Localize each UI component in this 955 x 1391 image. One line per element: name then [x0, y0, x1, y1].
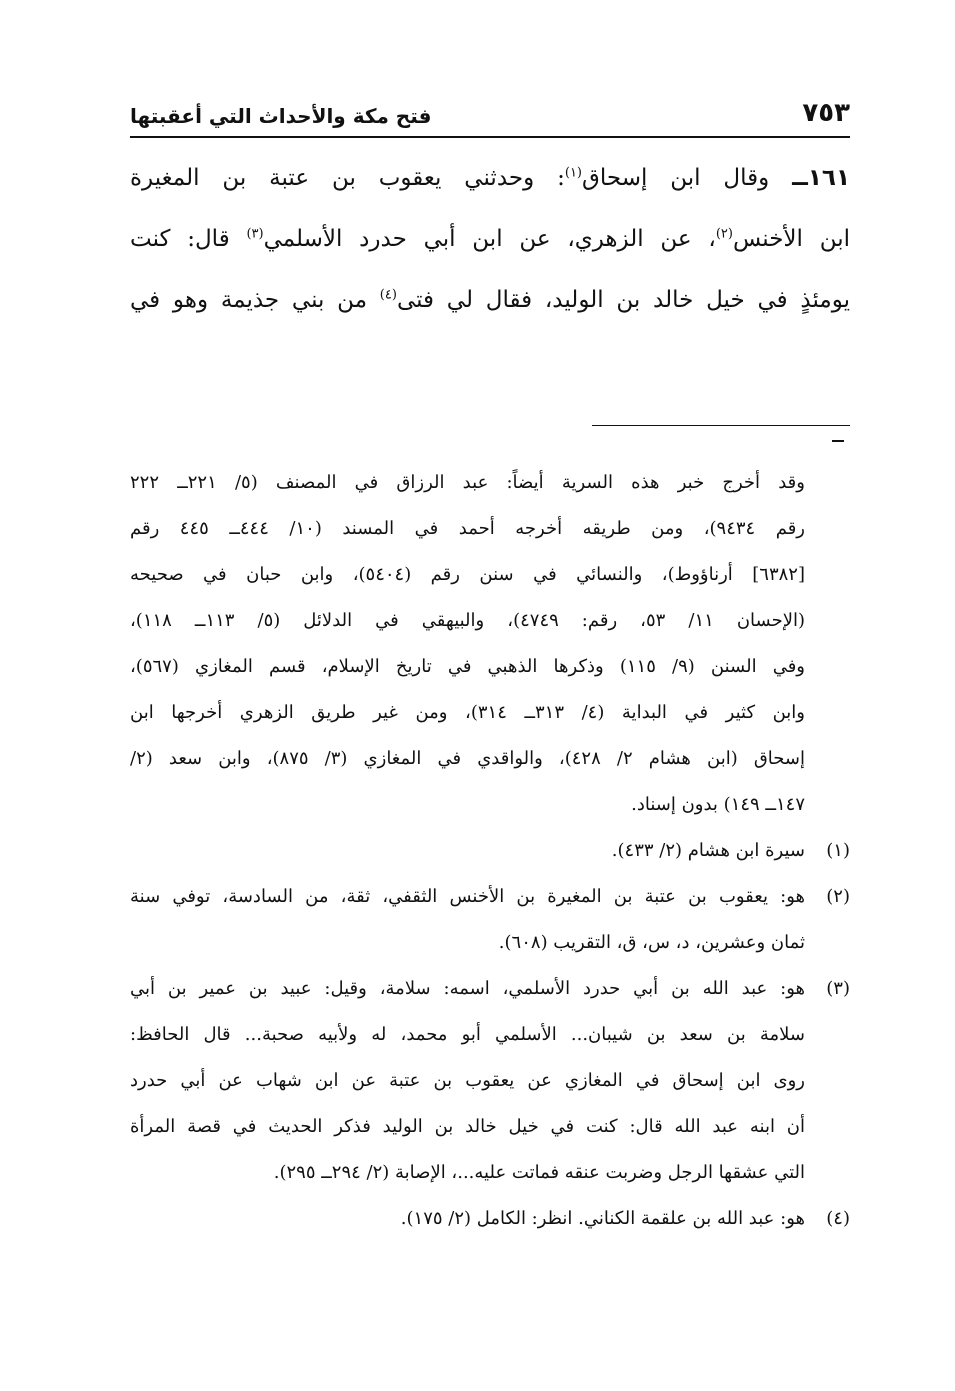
footnote-line: ثمان وعشرين، د، س، ق، التقريب (٦٠٨). [498, 932, 805, 953]
footnote-line: التي عشقها الرجل وضربت عنقه فماتت عليه...، الإصابة (٢/ ٢٩٤ــ ٢٩٥). [273, 1162, 805, 1183]
main-text-fragment: ابن الأخنس [732, 226, 850, 252]
footnote-continuation-mark [832, 440, 844, 442]
footnote-line: هو: عبد الله بن علقمة الكناني. انظر: الكامل (٢/ ١٧٥). [400, 1208, 805, 1229]
footnote-3 [130, 966, 850, 1196]
main-text-fragment: : وحدثني يعقوب بن عتبة بن المغيرة [130, 165, 565, 191]
footnote-line: إسحاق (ابن هشام ٢/ ٤٢٨)، والواقدي في المغازي (٣/ ٨٧٥)، وابن سعد (٢/ [130, 748, 805, 769]
footnote-line: رقم ٩٤٣٤)، ومن طريقه أخرجه أحمد في المسند (١٠/ ٤٤٤ــ ٤٤٥ رقم [130, 518, 805, 539]
footnote-line: سلامة بن سعد بن شيبان... الأسلمي أبو محمد، له ولأبيه صحبة... قال الحافظ: [130, 1024, 805, 1045]
main-line-2 [130, 209, 850, 270]
main-text [130, 148, 850, 331]
main-text-fragment: وقال ابن إسحاق [582, 165, 770, 191]
footnote-separator [592, 425, 850, 426]
footnote-2 [130, 874, 850, 966]
footnote-4 [130, 1196, 850, 1242]
footnote-line: ١٤٧ــ ١٤٩) بدون إسناد. [631, 794, 805, 815]
main-text-fragment: قال: كنت [130, 226, 247, 252]
footnote-ref: (١) [564, 165, 582, 181]
footnotes [130, 460, 850, 1242]
main-text-fragment: من بني جذيمة وهو في [130, 287, 380, 313]
footnote-ref: (٣) [246, 226, 264, 242]
page-header [130, 96, 850, 138]
footnote-line: وابن كثير في البداية (٤/ ٣١٣ــ ٣١٤)، ومن غير طريق الزهري أخرجها ابن [130, 702, 805, 723]
main-text-fragment: ، عن الزهري، عن ابن أبي حدرد الأسلمي [263, 226, 716, 252]
footnote-line: وفي السنن (٩/ ١١٥) وذكرها الذهبي في تاريخ الإسلام، قسم المغازي (٥٦٧)، [130, 656, 805, 677]
footnote-marker: (١) [826, 840, 850, 861]
footnote-continuation [130, 460, 850, 828]
footnote-marker: (٢) [826, 886, 850, 907]
main-line-3 [130, 270, 850, 331]
footnote-line: (الإحسان ١١/ ٥٣، رقم: ٤٧٤٩)، والبيهقي في الدلائل (٥/ ١١٣ــ ١١٨)، [130, 610, 805, 631]
footnote-marker: (٤) [826, 1208, 850, 1229]
footnote-line: هو: عبد الله بن أبي حدرد الأسلمي، اسمه: سلامة، وقيل: عبيد بن عمير بن أبي [130, 978, 805, 999]
page-number: ٧٥٣ [802, 98, 850, 128]
running-title: فتح مكة والأحداث التي أعقبتها [130, 104, 432, 128]
footnote-line: سيرة ابن هشام (٢/ ٤٣٣). [611, 840, 805, 861]
hadith-number: ١٦١ــ [792, 165, 850, 191]
main-text-fragment: يومئذٍ في خيل خالد بن الوليد، فقال لي فتى [396, 287, 850, 313]
main-line-1 [130, 148, 850, 209]
footnote-ref: (٤) [379, 287, 397, 303]
footnote-line: وقد أخرج خبر هذه السرية أيضاً: عبد الرزاق في المصنف (٥/ ٢٢١ــ ٢٢٢ [130, 472, 805, 493]
footnote-line: هو: يعقوب بن عتبة بن المغيرة بن الأخنس الثقفي، ثقة، من السادسة، توفي سنة [130, 886, 805, 907]
footnote-ref: (٢) [715, 226, 733, 242]
footnote-line: أن ابنه عبد الله قال: كنت في خيل خالد بن الوليد فذكر الحديث في قصة المرأة [130, 1116, 805, 1137]
footnote-line: [٦٣٨٢] أرناؤوط)، والنسائي في سنن رقم (٥٤٠٤)، وابن حبان في صحيحه [130, 564, 805, 585]
footnote-1 [130, 828, 850, 874]
footnote-line: روى ابن إسحاق في المغازي عن يعقوب بن عتبة عن ابن شهاب عن أبي حدرد [130, 1070, 805, 1091]
footnote-marker: (٣) [826, 978, 850, 999]
